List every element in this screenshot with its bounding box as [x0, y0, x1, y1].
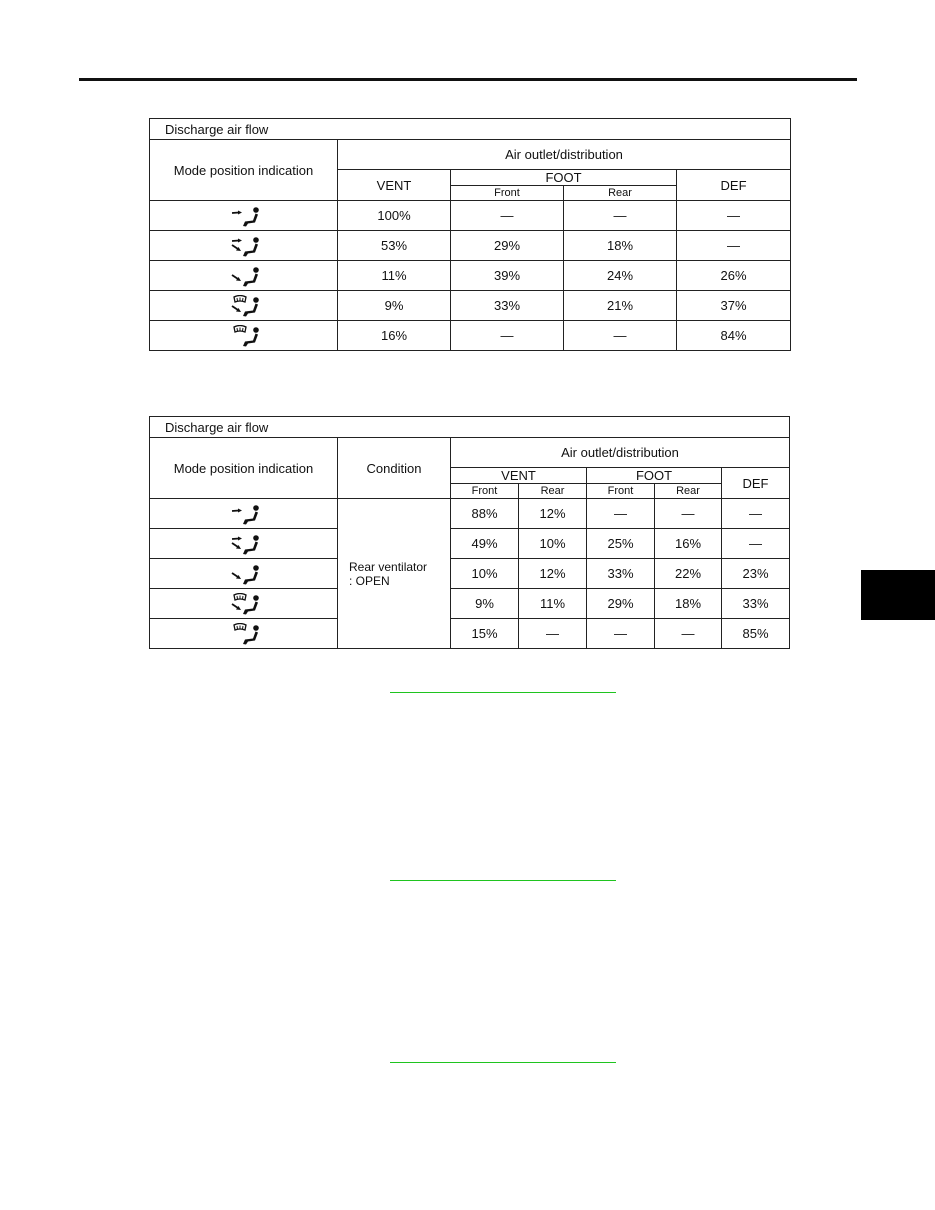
foot-front-header: Front	[587, 484, 655, 499]
vent-rear-value: 11%	[519, 589, 587, 619]
table-row	[150, 321, 791, 351]
mode-icon-cell	[150, 559, 338, 589]
table-row	[150, 529, 790, 559]
foot-rear-header: Rear	[655, 484, 722, 499]
foot-front-value: 39%	[451, 261, 564, 291]
foot-front-value: 25%	[587, 529, 655, 559]
foot-rear-value: 21%	[564, 291, 677, 321]
vent-front-value: 10%	[451, 559, 519, 589]
def-mode-icon	[226, 325, 262, 347]
foot-rear-value: 24%	[564, 261, 677, 291]
def-value: —	[677, 231, 791, 261]
air-outlet-header: Air outlet/distribution	[451, 438, 790, 468]
foot-rear-value: 16%	[655, 529, 722, 559]
mode-icon-cell	[150, 201, 338, 231]
vent-header: VENT	[451, 468, 587, 484]
foot-rear-value: —	[655, 499, 722, 529]
foot-rear-value: 18%	[655, 589, 722, 619]
link-underline[interactable]	[390, 692, 616, 693]
vent-value: 16%	[338, 321, 451, 351]
def-value: 85%	[722, 619, 790, 649]
foot-front-value: —	[587, 499, 655, 529]
vent-front-value: 15%	[451, 619, 519, 649]
discharge-air-flow-table	[149, 118, 791, 351]
vent-header: VENT	[338, 170, 451, 201]
foot-front-value: —	[451, 321, 564, 351]
def-header: DEF	[677, 170, 791, 201]
vent-rear-header: Rear	[519, 484, 587, 499]
foot-mode-icon	[226, 563, 262, 585]
def-value: 84%	[677, 321, 791, 351]
mode-icon-cell	[150, 529, 338, 559]
foot-mode-icon	[226, 265, 262, 287]
foot-front-value: 33%	[451, 291, 564, 321]
air-outlet-header: Air outlet/distribution	[338, 140, 791, 170]
vent-front-header: Front	[451, 484, 519, 499]
table-row	[150, 559, 790, 589]
vent-value: 100%	[338, 201, 451, 231]
def-mode-icon	[226, 623, 262, 645]
def-header: DEF	[722, 468, 790, 499]
table-row	[150, 201, 791, 231]
foot-rear-value: 18%	[564, 231, 677, 261]
header-rule	[79, 78, 857, 81]
vent-front-value: 9%	[451, 589, 519, 619]
table-row	[150, 291, 791, 321]
mode-position-header: Mode position indication	[150, 140, 338, 201]
foot-front-value: 33%	[587, 559, 655, 589]
table-title: Discharge air flow	[150, 119, 791, 140]
vent-rear-value: 10%	[519, 529, 587, 559]
table-row	[150, 231, 791, 261]
table-row	[150, 619, 790, 649]
discharge-air-flow-table-rear	[149, 416, 790, 649]
condition-line: : OPEN	[349, 573, 390, 588]
foot-front-value: —	[587, 619, 655, 649]
foot-front-value: 29%	[587, 589, 655, 619]
foot-front-value: 29%	[451, 231, 564, 261]
mode-icon-cell	[150, 291, 338, 321]
vent-mode-icon	[226, 205, 262, 227]
def-value: —	[677, 201, 791, 231]
vent-front-value: 88%	[451, 499, 519, 529]
vent-mode-icon	[226, 503, 262, 525]
vent-rear-value: 12%	[519, 499, 587, 529]
foot-header: FOOT	[587, 468, 722, 484]
condition-header: Condition	[338, 438, 451, 499]
bi-level-mode-icon	[226, 533, 262, 555]
foot-front-header: Front	[451, 186, 564, 201]
foot-front-value: —	[451, 201, 564, 231]
def-value: 23%	[722, 559, 790, 589]
condition-cell	[338, 499, 451, 649]
table-title: Discharge air flow	[150, 417, 790, 438]
vent-value: 53%	[338, 231, 451, 261]
foot-rear-value: —	[564, 201, 677, 231]
link-underline[interactable]	[390, 1062, 616, 1063]
foot-def-mode-icon	[226, 295, 262, 317]
mode-icon-cell	[150, 321, 338, 351]
mode-position-header: Mode position indication	[150, 438, 338, 499]
foot-rear-value: —	[655, 619, 722, 649]
bi-level-mode-icon	[226, 235, 262, 257]
mode-icon-cell	[150, 261, 338, 291]
def-value: 26%	[677, 261, 791, 291]
vent-value: 9%	[338, 291, 451, 321]
table-row	[150, 589, 790, 619]
def-value: 37%	[677, 291, 791, 321]
link-underline[interactable]	[390, 880, 616, 881]
mode-icon-cell	[150, 619, 338, 649]
vent-value: 11%	[338, 261, 451, 291]
mode-icon-cell	[150, 231, 338, 261]
mode-icon-cell	[150, 499, 338, 529]
table-row	[150, 261, 791, 291]
foot-rear-value: —	[564, 321, 677, 351]
vent-rear-value: 12%	[519, 559, 587, 589]
section-tab	[861, 570, 935, 620]
def-value: —	[722, 499, 790, 529]
vent-rear-value: —	[519, 619, 587, 649]
vent-front-value: 49%	[451, 529, 519, 559]
foot-rear-value: 22%	[655, 559, 722, 589]
mode-icon-cell	[150, 589, 338, 619]
condition-line: Rear ventilator	[349, 559, 428, 574]
foot-def-mode-icon	[226, 593, 262, 615]
foot-rear-header: Rear	[564, 186, 677, 201]
foot-header: FOOT	[451, 170, 677, 186]
table-row	[150, 499, 790, 529]
def-value: 33%	[722, 589, 790, 619]
def-value: —	[722, 529, 790, 559]
